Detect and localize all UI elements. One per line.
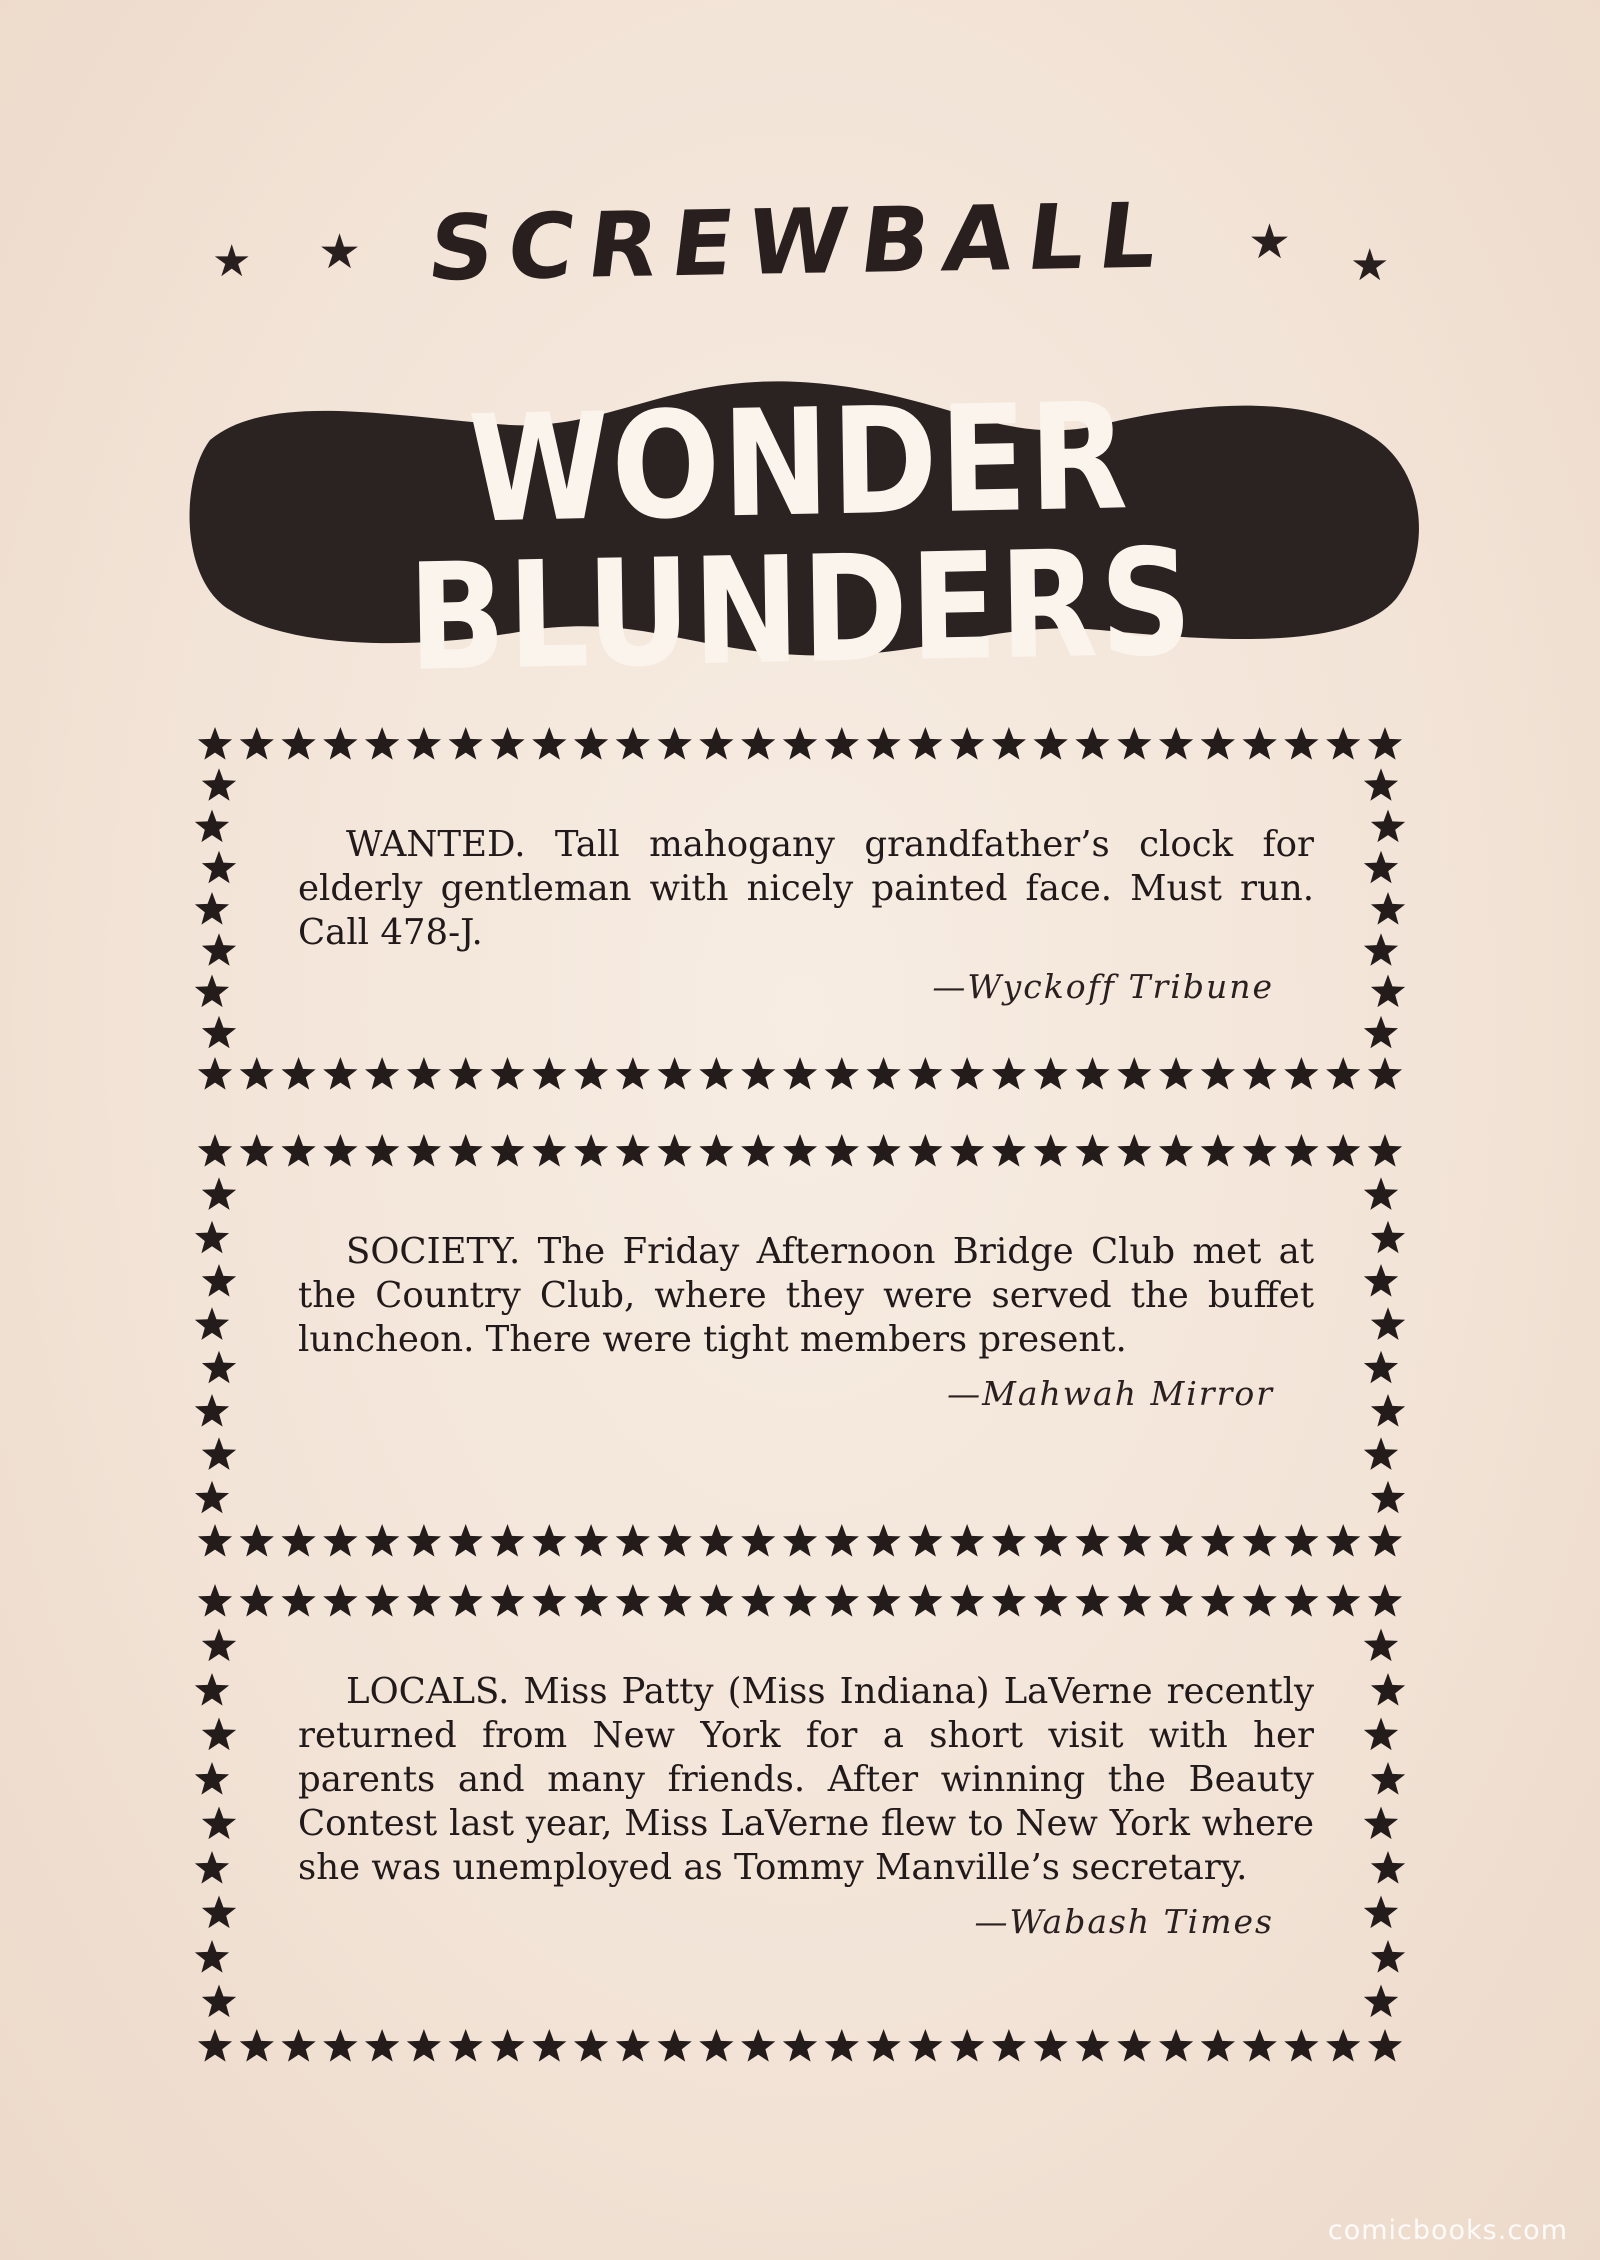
star-icon: [741, 2029, 775, 2062]
star-icon: [202, 1985, 236, 2018]
star-icon: [449, 1524, 483, 1557]
star-icon: [407, 1134, 441, 1167]
star-icon: [365, 1134, 399, 1167]
star-icon: [240, 1584, 274, 1617]
star-icon: [658, 2029, 692, 2062]
star-icon: ★: [212, 236, 252, 287]
star-icon: [1371, 1762, 1405, 1795]
star-icon: [574, 1584, 608, 1617]
star-icon: [1159, 1584, 1193, 1617]
star-icon: [323, 2029, 357, 2062]
star-icon: [867, 1057, 901, 1090]
star-icon: [1117, 727, 1151, 760]
star-icon: [1075, 1584, 1109, 1617]
star-icon: [908, 2029, 942, 2062]
star-icon: [490, 1057, 524, 1090]
star-icon: [1243, 727, 1277, 760]
star-icon: [1326, 1524, 1360, 1557]
star-icon: [365, 1057, 399, 1090]
star-icon: [202, 1177, 236, 1210]
star-icon: [202, 1264, 236, 1297]
star-icon: [908, 1057, 942, 1090]
star-icon: [202, 933, 236, 966]
star-icon: [198, 1524, 232, 1557]
star-icon: [202, 1437, 236, 1470]
star-icon: [1075, 727, 1109, 760]
star-icon: [1326, 2029, 1360, 2062]
star-icon: [1159, 2029, 1193, 2062]
star-icon: [783, 1134, 817, 1167]
star-icon: [699, 1057, 733, 1090]
star-icon: [1364, 1896, 1398, 1929]
blunder-text: SOCIETY. The Friday Afternoon Bridge Club met at the Country Club, where they were served the buffet luncheon. There were tight members present.: [298, 1231, 1314, 1360]
blunder-source: —Mahwah Mirror: [947, 1374, 1274, 1413]
star-icon: [1034, 1057, 1068, 1090]
star-icon: [1117, 1057, 1151, 1090]
star-icon: [323, 1584, 357, 1617]
star-icon: [1364, 1177, 1398, 1210]
star-icon: [867, 1134, 901, 1167]
star-icon: [1159, 1524, 1193, 1557]
star-icon: [195, 1481, 229, 1514]
star-icon: [1117, 1524, 1151, 1557]
star-icon: [1243, 1134, 1277, 1167]
star-icon: [741, 727, 775, 760]
star-icon: [825, 1524, 859, 1557]
star-icon: [783, 1584, 817, 1617]
star-icon: [195, 1307, 229, 1340]
star-icon: [407, 727, 441, 760]
star-icon: [532, 727, 566, 760]
star-icon: [825, 1134, 859, 1167]
star-icon: [1201, 1057, 1235, 1090]
star-icon: [198, 2029, 232, 2062]
star-icon: [282, 727, 316, 760]
star-icon: [1368, 1057, 1402, 1090]
blunder-box-2: [195, 1132, 1405, 1562]
star-icon: [992, 2029, 1026, 2062]
star-icon: [1368, 2029, 1402, 2062]
blunder-box-1: [195, 725, 1405, 1095]
star-icon: [825, 727, 859, 760]
star-icon: [1075, 1524, 1109, 1557]
star-icon: ★: [318, 224, 362, 280]
star-icon: [490, 727, 524, 760]
star-icon: [202, 1016, 236, 1049]
star-icon: [532, 1057, 566, 1090]
star-icon: [490, 1584, 524, 1617]
star-icon: [1034, 1524, 1068, 1557]
star-icon: [1159, 727, 1193, 760]
header: [0, 0, 1600, 705]
star-icon: [202, 1718, 236, 1751]
watermark: comicbooks.com: [1327, 2215, 1568, 2246]
star-icon: [449, 1134, 483, 1167]
star-icon: [574, 2029, 608, 2062]
star-icon: [195, 1851, 229, 1884]
star-icon: [616, 1057, 650, 1090]
star-icon: [407, 2029, 441, 2062]
star-icon: [1075, 1134, 1109, 1167]
star-icon: [616, 727, 650, 760]
star-icon: [1371, 975, 1405, 1008]
star-icon: [1201, 1524, 1235, 1557]
banner-title: WONDER BLUNDERS: [406, 371, 1196, 705]
star-icon: [699, 1524, 733, 1557]
star-icon: [950, 727, 984, 760]
star-icon: [1201, 1584, 1235, 1617]
star-icon: [616, 1524, 650, 1557]
star-icon: [783, 1057, 817, 1090]
star-icon: [783, 727, 817, 760]
star-icon: [1284, 727, 1318, 760]
star-icon: [1117, 1584, 1151, 1617]
blunder-text: LOCALS. Miss Patty (Miss Indiana) LaVerne recently returned from New York for a short visit with her parents and many friends. After winning the Beauty Contest last year, Miss LaVerne flew to New York where she was unemployed as Tommy Manville’s secretary.: [298, 1671, 1314, 1888]
star-icon: [867, 1524, 901, 1557]
star-icon: [992, 1584, 1026, 1617]
star-icon: [1364, 768, 1398, 801]
star-icon: [1284, 1524, 1318, 1557]
star-icon: [741, 1134, 775, 1167]
star-icon: [1034, 1584, 1068, 1617]
star-icon: [240, 1524, 274, 1557]
star-icon: [1117, 2029, 1151, 2062]
star-icon: [950, 1524, 984, 1557]
star-icon: [741, 1524, 775, 1557]
star-icon: [1364, 1437, 1398, 1470]
star-icon: [323, 1057, 357, 1090]
star-icon: [699, 727, 733, 760]
header-kicker: SCREWBALL: [422, 183, 1178, 302]
star-icon: [658, 1584, 692, 1617]
star-icon: [1284, 1134, 1318, 1167]
star-icon: [616, 2029, 650, 2062]
blunder-source: —Wyckoff Tribune: [932, 967, 1274, 1006]
star-icon: [449, 1057, 483, 1090]
star-icon: [282, 1134, 316, 1167]
star-icon: [1326, 1057, 1360, 1090]
star-icon: [449, 727, 483, 760]
star-icon: [1368, 1584, 1402, 1617]
star-icon: [1201, 2029, 1235, 2062]
star-icon: [1034, 2029, 1068, 2062]
star-icon: [783, 1524, 817, 1557]
star-icon: [202, 1351, 236, 1384]
star-icon: [323, 1524, 357, 1557]
star-icon: [240, 727, 274, 760]
star-icon: [1243, 2029, 1277, 2062]
star-icon: [449, 2029, 483, 2062]
star-icon: [532, 2029, 566, 2062]
star-icon: [195, 1940, 229, 1973]
star-icon: [1371, 892, 1405, 925]
star-icon: [195, 1394, 229, 1427]
star-icon: [1159, 1134, 1193, 1167]
star-icon: [490, 1134, 524, 1167]
star-icon: [1075, 1057, 1109, 1090]
star-icon: [282, 1057, 316, 1090]
star-icon: [950, 1057, 984, 1090]
star-icon: [1034, 1134, 1068, 1167]
star-icon: ★: [1248, 214, 1292, 270]
star-icon: [282, 1524, 316, 1557]
star-icon: [950, 1134, 984, 1167]
star-icon: [741, 1057, 775, 1090]
star-icon: [240, 2029, 274, 2062]
star-icon: [198, 1057, 232, 1090]
blunder-text: WANTED. Tall mahogany grandfather’s clock for elderly gentleman with nicely painted face. Must run. Call 478-J.: [298, 824, 1314, 953]
star-icon: [1364, 1264, 1398, 1297]
star-icon: [195, 1762, 229, 1795]
star-icon: [825, 1584, 859, 1617]
blunder-source: —Wabash Times: [974, 1902, 1274, 1941]
star-icon: [1243, 1584, 1277, 1617]
star-icon: [198, 727, 232, 760]
star-icon: [992, 1057, 1026, 1090]
star-icon: [1284, 2029, 1318, 2062]
star-icon: [1371, 1940, 1405, 1973]
star-icon: [616, 1584, 650, 1617]
star-icon: [365, 727, 399, 760]
star-icon: [195, 1221, 229, 1254]
star-icon: [992, 727, 1026, 760]
star-icon: [195, 892, 229, 925]
star-icon: [407, 1524, 441, 1557]
star-icon: [449, 1584, 483, 1617]
star-icon: [699, 1584, 733, 1617]
star-icon: [867, 1584, 901, 1617]
star-icon: [1243, 1524, 1277, 1557]
star-icon: [282, 2029, 316, 2062]
star-icon: [825, 1057, 859, 1090]
star-icon: [532, 1524, 566, 1557]
star-icon: [1368, 1524, 1402, 1557]
star-icon: [407, 1057, 441, 1090]
star-icon: [825, 2029, 859, 2062]
star-icon: [1364, 1718, 1398, 1751]
star-icon: [616, 1134, 650, 1167]
star-icon: [1371, 1394, 1405, 1427]
star-icon: [240, 1134, 274, 1167]
star-icon: [1201, 727, 1235, 760]
star-icon: [908, 727, 942, 760]
star-icon: [574, 1524, 608, 1557]
star-icon: [202, 1629, 236, 1662]
star-icon: [1368, 1134, 1402, 1167]
star-icon: [867, 727, 901, 760]
star-icon: [365, 2029, 399, 2062]
star-icon: [783, 2029, 817, 2062]
star-icon: [1371, 1851, 1405, 1884]
blunder-box-3: [195, 1582, 1405, 2067]
star-icon: [992, 1524, 1026, 1557]
star-icon: [1364, 1629, 1398, 1662]
star-icon: [574, 1134, 608, 1167]
star-icon: [202, 851, 236, 884]
star-icon: [202, 1807, 236, 1840]
star-icon: [532, 1134, 566, 1167]
star-icon: [908, 1584, 942, 1617]
star-icon: [1201, 1134, 1235, 1167]
star-icon: [1364, 1351, 1398, 1384]
star-icon: [1364, 1807, 1398, 1840]
star-icon: [1364, 933, 1398, 966]
star-icon: [699, 2029, 733, 2062]
star-icon: [1243, 1057, 1277, 1090]
star-icon: [1326, 727, 1360, 760]
star-icon: [195, 975, 229, 1008]
star-icon: [195, 810, 229, 843]
star-icon: [1034, 727, 1068, 760]
star-icon: [950, 2029, 984, 2062]
star-icon: [532, 1584, 566, 1617]
star-icon: [1368, 727, 1402, 760]
star-icon: [198, 1134, 232, 1167]
star-icon: [658, 1524, 692, 1557]
star-icon: [323, 727, 357, 760]
star-icon: [574, 727, 608, 760]
star-icon: [1326, 1134, 1360, 1167]
star-icon: [1364, 851, 1398, 884]
star-icon: [1284, 1584, 1318, 1617]
star-icon: [323, 1134, 357, 1167]
star-icon: [365, 1584, 399, 1617]
star-icon: [908, 1524, 942, 1557]
star-icon: [658, 727, 692, 760]
star-icon: [574, 1057, 608, 1090]
star-icon: [1075, 2029, 1109, 2062]
star-icon: [407, 1584, 441, 1617]
star-icon: [1326, 1584, 1360, 1617]
star-icon: ★: [1350, 240, 1390, 291]
star-icon: [1364, 1985, 1398, 2018]
star-icon: [240, 1057, 274, 1090]
star-icon: [658, 1134, 692, 1167]
star-icon: [1364, 1016, 1398, 1049]
star-icon: [282, 1584, 316, 1617]
star-icon: [202, 1896, 236, 1929]
star-icon: [867, 2029, 901, 2062]
star-icon: [1371, 1481, 1405, 1514]
star-icon: [1371, 1673, 1405, 1706]
star-icon: [908, 1134, 942, 1167]
star-icon: [1371, 1307, 1405, 1340]
star-icon: [195, 1673, 229, 1706]
star-icon: [490, 1524, 524, 1557]
star-icon: [992, 1134, 1026, 1167]
star-icon: [1284, 1057, 1318, 1090]
star-icon: [202, 768, 236, 801]
star-icon: [741, 1584, 775, 1617]
star-icon: [365, 1524, 399, 1557]
star-icon: [198, 1584, 232, 1617]
star-icon: [1159, 1057, 1193, 1090]
star-icon: [699, 1134, 733, 1167]
star-icon: [950, 1584, 984, 1617]
star-icon: [490, 2029, 524, 2062]
star-icon: [1371, 1221, 1405, 1254]
star-icon: [1371, 810, 1405, 843]
star-icon: [1117, 1134, 1151, 1167]
star-icon: [658, 1057, 692, 1090]
